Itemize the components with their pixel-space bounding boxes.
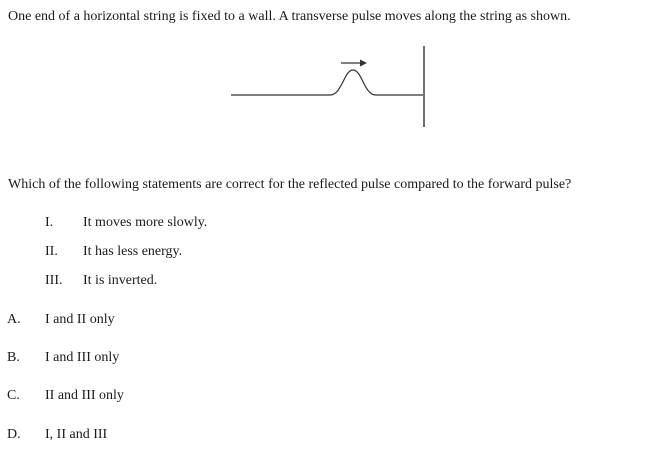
statement-text: It has less energy. (83, 244, 183, 259)
option-letter-b: B. (7, 350, 20, 365)
option-letter-c: C. (7, 388, 20, 403)
direction-arrow-icon (341, 60, 367, 67)
option-text-c: II and III only (45, 388, 124, 403)
option-text-d: I, II and III (45, 427, 108, 442)
statement-number: II. (45, 244, 58, 259)
option-text-a: I and II only (45, 312, 115, 327)
statement-text: It moves more slowly. (83, 215, 208, 230)
option-letter-d: D. (7, 427, 21, 442)
string-with-pulse (231, 70, 423, 95)
statement-number: III. (45, 273, 63, 288)
intro-text: One end of a horizontal string is fixed to a wall. A transverse pulse moves along the string as shown. (8, 9, 571, 24)
question-text: Which of the following statements are correct for the reflected pulse compared to the forward pulse? (8, 177, 572, 192)
string-pulse-diagram (0, 0, 661, 140)
statement-number: I. (45, 215, 54, 230)
statement-text: It is inverted. (83, 273, 158, 288)
option-text-b: I and III only (45, 350, 120, 365)
option-letter-a: A. (7, 312, 21, 327)
